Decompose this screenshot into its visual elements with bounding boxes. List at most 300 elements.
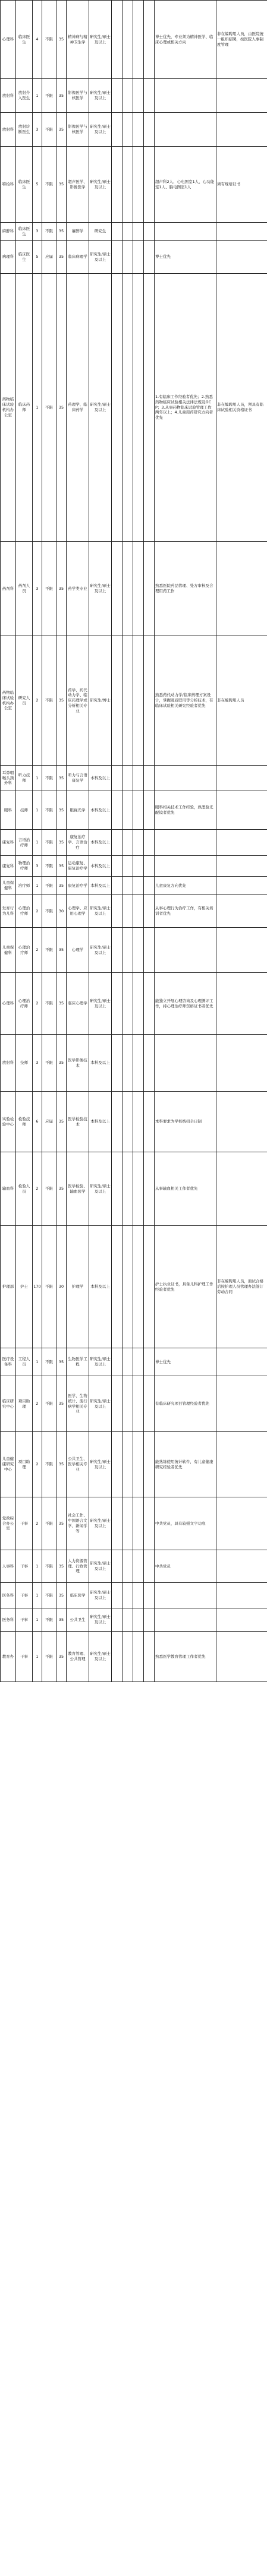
cell-age-limit: 35 [56,928,67,973]
cell-position: 治疗师 [16,877,33,895]
cell-headcount: 2 [33,895,42,928]
cell-notes [216,766,267,791]
cell-c11 [144,241,155,274]
cell-c9 [122,274,133,542]
cell-c11 [144,1376,155,1432]
cell-degree: 研究生/硕士及以上 [89,542,112,636]
cell-c11 [144,1226,155,1348]
cell-c11 [144,1550,155,1583]
cell-c9 [122,1550,133,1583]
cell-degree: 研究生/硕士及以上 [89,1152,112,1226]
cell-c11 [144,1035,155,1092]
cell-degree: 研究生/硕士及以上 [89,1348,112,1376]
cell-c8 [112,542,122,636]
cell-notes [216,113,267,147]
cell-position: 放射介入医生 [16,79,33,113]
cell-c8 [112,1497,122,1550]
table-row [1,1432,267,1497]
cell-c8 [112,1,122,79]
cell-position: 项目助理 [16,1376,33,1432]
cell-notes [216,1348,267,1376]
cell-c10 [133,241,144,274]
cell-department: 医疗设备科 [1,1348,16,1376]
cell-degree: 本科及以上 [89,830,112,856]
cell-requirements: 超声科2人、心电图室1人、心功能室1人、脑电图室1人 [155,147,216,223]
cell-headcount: 1 [33,1550,42,1583]
cell-degree: 研究生/硕士及以上 [89,1550,112,1583]
cell-experience: 不限 [42,1608,56,1632]
cell-degree: 本科及以上 [89,1035,112,1092]
cell-c9 [122,1376,133,1432]
cell-position: 临床药师 [16,274,33,542]
table-row [1,856,267,877]
cell-degree: 研究生/硕士及以上 [89,895,112,928]
table-row [1,1497,267,1550]
cell-c10 [133,274,144,542]
cell-c8 [112,1152,122,1226]
cell-c11 [144,223,155,241]
cell-experience: 不限 [42,147,56,223]
cell-department: 放射科 [1,79,16,113]
cell-age-limit: 35 [56,113,67,147]
cell-department: 特检科 [1,147,16,223]
cell-c9 [122,1583,133,1608]
cell-headcount: 1 [33,830,42,856]
cell-notes: 非在编聘用人员，须具有临床试验相关资格证书 [216,274,267,542]
cell-major: 药学类专业 [67,542,89,636]
cell-degree: 研究生/硕士及以上 [89,1432,112,1497]
cell-c10 [133,1376,144,1432]
cell-major: 麻醉学 [67,223,89,241]
cell-degree: 研究生/硕士及以上 [89,1632,112,1682]
cell-age-limit: 35 [56,274,67,542]
cell-notes: 非在编聘用人员，面试合格后按护理人员管理办法签订劳动合同 [216,1226,267,1348]
cell-position: 技师 [16,1035,33,1092]
cell-c11 [144,1608,155,1632]
cell-major: 影像医学与核医学 [67,113,89,147]
cell-position: 干事 [16,1608,33,1632]
cell-requirements: 熟悉药代动力学/临床药理方案设计，掌握液质联用等分析技术，有临床试验相关研究经验者优先 [155,636,216,766]
cell-department: 医务科 [1,1583,16,1608]
cell-requirements: 护士执业证书，具备儿科护理工作经验者优先 [155,1226,216,1348]
cell-c9 [122,973,133,1035]
cell-c11 [144,79,155,113]
table-row [1,241,267,274]
cell-c11 [144,1632,155,1682]
cell-major: 医学检验技术 [67,1092,89,1152]
cell-major: 护理学 [67,1226,89,1348]
cell-c8 [112,791,122,830]
cell-position: 临床医生 [16,223,33,241]
cell-position: 听力技师 [16,766,33,791]
cell-c8 [112,636,122,766]
cell-experience: 不限 [42,79,56,113]
cell-major: 超声医学、影像医学 [67,147,89,223]
table-row [1,223,267,241]
cell-c11 [144,830,155,856]
cell-degree: 研究生/硕士及以上 [89,79,112,113]
cell-degree: 研究生/硕士及以上 [89,1583,112,1608]
cell-c8 [112,1432,122,1497]
cell-notes: 非在编聘用人员 [216,636,267,766]
cell-c9 [122,1497,133,1550]
cell-requirements: 儿童康复方向优先 [155,877,216,895]
cell-degree: 本科及以上 [89,766,112,791]
cell-age-limit: 35 [56,791,67,830]
cell-c8 [112,274,122,542]
cell-c9 [122,542,133,636]
cell-requirements: 能独立开展心理咨询及心理测评工作，持心理治疗师资格证书者优先 [155,973,216,1035]
cell-requirements: 眼科相关技术工作经验，熟悉验光配镜者优先 [155,791,216,830]
cell-requirements [155,1608,216,1632]
cell-department: 放射科 [1,1035,16,1092]
table-row [1,147,267,223]
cell-degree: 研究生/硕士及以上 [89,1497,112,1550]
table-row [1,1550,267,1583]
cell-age-limit: 35 [56,1632,67,1682]
cell-c8 [112,241,122,274]
cell-department: 儿童健康研究中心 [1,1432,16,1497]
cell-c10 [133,113,144,147]
cell-position: 检验技师 [16,1092,33,1152]
cell-c9 [122,147,133,223]
cell-experience: 应届 [42,241,56,274]
cell-degree: 本科及以上 [89,791,112,830]
cell-c10 [133,1092,144,1152]
cell-major: 人力资源管理、行政管理 [67,1550,89,1583]
cell-position: 放射诊断医生 [16,113,33,147]
cell-age-limit: 35 [56,147,67,223]
cell-experience: 不限 [42,1226,56,1348]
cell-c11 [144,147,155,223]
cell-requirements [155,223,216,241]
cell-c8 [112,1226,122,1348]
cell-requirements: 博士优先 [155,1348,216,1376]
cell-c11 [144,1092,155,1152]
cell-notes [216,1583,267,1608]
cell-experience: 不限 [42,877,56,895]
cell-experience: 不限 [42,830,56,856]
cell-age-limit: 35 [56,241,67,274]
cell-age-limit: 35 [56,1608,67,1632]
cell-c9 [122,928,133,973]
cell-department: 药物临床试验机构办公室 [1,274,16,542]
cell-department: 药剂科 [1,542,16,636]
cell-c10 [133,877,144,895]
cell-major: 眼视光学 [67,791,89,830]
table-row [1,1092,267,1152]
cell-department: 放射科 [1,113,16,147]
cell-major: 影像医学与核医学 [67,79,89,113]
cell-c9 [122,856,133,877]
cell-major: 心理学 [67,928,89,973]
cell-position: 心理治疗师 [16,928,33,973]
cell-c11 [144,928,155,973]
cell-department: 药物临床试验机构办公室 [1,636,16,766]
cell-notes [216,1432,267,1497]
cell-c8 [112,1348,122,1376]
cell-c11 [144,791,155,830]
cell-c11 [144,636,155,766]
cell-experience: 不限 [42,973,56,1035]
cell-major: 公共卫生、医学相关专业 [67,1432,89,1497]
cell-c10 [133,973,144,1035]
cell-department: 耳鼻咽喉头颈外科 [1,766,16,791]
cell-department: 护理部 [1,1226,16,1348]
cell-age-limit: 35 [56,766,67,791]
cell-major: 医学、生物统计、流行病学相关专业 [67,1376,89,1432]
cell-major: 听力与言语康复学 [67,766,89,791]
cell-c8 [112,1092,122,1152]
cell-c9 [122,1608,133,1632]
cell-headcount: 3 [33,1035,42,1092]
cell-position: 干事 [16,1583,33,1608]
cell-age-limit: 35 [56,1376,67,1432]
cell-age-limit: 35 [56,1583,67,1608]
cell-position: 药剂人员 [16,542,33,636]
cell-position: 检验人员 [16,1152,33,1226]
cell-c8 [112,856,122,877]
cell-notes [216,1376,267,1432]
cell-experience: 不限 [42,636,56,766]
cell-experience: 不限 [42,1035,56,1092]
cell-department: 党政综合办公室 [1,1497,16,1550]
cell-major: 公共卫生 [67,1608,89,1632]
cell-notes [216,1550,267,1583]
cell-c9 [122,1,133,79]
cell-c8 [112,973,122,1035]
cell-c10 [133,223,144,241]
cell-c8 [112,1035,122,1092]
cell-experience: 应届 [42,1092,56,1152]
cell-headcount: 2 [33,1497,42,1550]
cell-department: 儿童保健科 [1,928,16,973]
cell-notes [216,1035,267,1092]
cell-headcount: 2 [33,1376,42,1432]
cell-requirements: 熟悉医学教育管理工作者优先 [155,1632,216,1682]
cell-headcount: 1 [33,1608,42,1632]
table-row [1,113,267,147]
cell-age-limit: 35 [56,79,67,113]
cell-experience: 不限 [42,1550,56,1583]
cell-notes [216,1497,267,1550]
cell-degree: 研究生/硕士及以上 [89,928,112,973]
cell-requirements: 博士优先，专业须为精神医学、临床心理或相关方向 [155,1,216,79]
cell-degree: 本科及以上 [89,1092,112,1152]
cell-c11 [144,877,155,895]
cell-age-limit: 35 [56,542,67,636]
cell-major: 医学影像技术 [67,1035,89,1092]
cell-c10 [133,1,144,79]
cell-c8 [112,877,122,895]
cell-age-limit: 35 [56,1550,67,1583]
cell-position: 心理治疗师 [16,973,33,1035]
cell-notes [216,791,267,830]
cell-experience: 不限 [42,1152,56,1226]
cell-headcount: 2 [33,1152,42,1226]
cell-c10 [133,636,144,766]
cell-c11 [144,895,155,928]
cell-c10 [133,1608,144,1632]
cell-department: 病理科 [1,241,16,274]
table-row [1,1348,267,1376]
cell-c9 [122,1348,133,1376]
cell-major: 教育管理、公共管理 [67,1632,89,1682]
cell-c9 [122,1632,133,1682]
cell-degree: 研究生/硕士及以上 [89,274,112,542]
cell-requirements: 本科要求为学校统招全日制 [155,1092,216,1152]
cell-major: 临床医学 [67,1583,89,1608]
cell-requirements: 中共党员，具有较强文字功底 [155,1497,216,1550]
cell-notes [216,830,267,856]
table-row [1,877,267,895]
cell-degree: 研究生/硕士及以上 [89,1608,112,1632]
cell-department: 麻醉科 [1,223,16,241]
cell-position: 临床医生 [16,1,33,79]
cell-age-limit: 35 [56,1348,67,1376]
table-row [1,79,267,113]
cell-requirements: 1.有临床工作经验者优先；2.熟悉药物临床试验相关法律法规及GCP；3.从事药物临床试验管理工作两年以上；4.儿童用药研究方向者优先 [155,274,216,542]
cell-c11 [144,1,155,79]
cell-requirements [155,113,216,147]
cell-degree: 本科及以上 [89,1226,112,1348]
table-row [1,973,267,1035]
cell-c9 [122,79,133,113]
cell-c11 [144,1152,155,1226]
cell-c10 [133,147,144,223]
cell-requirements [155,928,216,973]
cell-headcount: 2 [33,1432,42,1497]
cell-requirements: 能熟练使用统计软件，有儿童健康研究经验者优先 [155,1432,216,1497]
cell-experience: 不限 [42,1583,56,1608]
cell-headcount: 1 [33,274,42,542]
cell-notes [216,223,267,241]
cell-requirements: 有临床研究项目管理经验者优先 [155,1376,216,1432]
cell-department: 儿童保健科 [1,877,16,895]
cell-c9 [122,113,133,147]
cell-experience: 不限 [42,1632,56,1682]
cell-requirements [155,856,216,877]
cell-position: 心理治疗师 [16,895,33,928]
cell-c10 [133,1497,144,1550]
cell-notes [216,877,267,895]
cell-department: 临床研究中心 [1,1376,16,1432]
cell-c11 [144,1432,155,1497]
cell-age-limit: 35 [56,856,67,877]
cell-department: 康复科 [1,830,16,856]
cell-position: 干事 [16,1550,33,1583]
cell-major: 运动康复、康复治疗学 [67,856,89,877]
cell-major: 药学、药代动力学、临床药理学或分析相关专业 [67,636,89,766]
cell-position: 技师 [16,791,33,830]
cell-c10 [133,1432,144,1497]
cell-c8 [112,1583,122,1608]
cell-headcount: 3 [33,113,42,147]
cell-requirements: 从事输血相关工作者优先 [155,1152,216,1226]
cell-headcount: 2 [33,928,42,973]
cell-c10 [133,856,144,877]
cell-c10 [133,1035,144,1092]
cell-department: 实验检验中心 [1,1092,16,1152]
cell-degree: 研究生/硕士及以上 [89,1376,112,1432]
cell-age-limit: 35 [56,877,67,895]
cell-c9 [122,1226,133,1348]
cell-experience: 不限 [42,223,56,241]
cell-headcount: 1 [33,79,42,113]
cell-headcount: 1 [33,766,42,791]
cell-c9 [122,1152,133,1226]
cell-c10 [133,1226,144,1348]
cell-c8 [112,895,122,928]
cell-c8 [112,79,122,113]
cell-age-limit: 35 [56,830,67,856]
cell-requirements: 从事心理行为治疗工作，有相关培训者优先 [155,895,216,928]
cell-age-limit: 35 [56,973,67,1035]
cell-department: 教育办 [1,1632,16,1682]
cell-c9 [122,766,133,791]
cell-c11 [144,973,155,1035]
cell-degree: 研究生/硕士及以上 [89,147,112,223]
cell-c11 [144,1583,155,1608]
cell-c11 [144,1497,155,1550]
cell-position: 物理治疗师 [16,856,33,877]
cell-headcount: 2 [33,973,42,1035]
cell-c8 [112,147,122,223]
cell-notes [216,1632,267,1682]
cell-notes [216,1152,267,1226]
cell-notes [216,1608,267,1632]
table-row [1,830,267,856]
cell-notes [216,973,267,1035]
cell-headcount: 1 [33,1583,42,1608]
cell-c10 [133,79,144,113]
table-row [1,1152,267,1226]
cell-c9 [122,1035,133,1092]
cell-c10 [133,1583,144,1608]
cell-c8 [112,830,122,856]
cell-c9 [122,791,133,830]
cell-department: 输血科 [1,1152,16,1226]
cell-age-limit: 30 [56,895,67,928]
table-row [1,1,267,79]
cell-headcount: 1 [33,877,42,895]
cell-position: 护士 [16,1226,33,1348]
cell-headcount: 4 [33,1,42,79]
cell-position: 临床医生 [16,241,33,274]
cell-notes [216,856,267,877]
cell-c9 [122,877,133,895]
cell-c11 [144,766,155,791]
table-body [1,1,267,1682]
cell-c11 [144,856,155,877]
cell-major: 心理学、应用心理学 [67,895,89,928]
cell-headcount: 1 [33,1348,42,1376]
cell-experience: 不限 [42,1,56,79]
cell-c11 [144,274,155,542]
cell-major: 生物医学工程 [67,1348,89,1376]
cell-major: 临床病理学 [67,241,89,274]
cell-degree: 研究生/硕士及以上 [89,1,112,79]
cell-department: 发育行为儿科 [1,895,16,928]
cell-degree: 研究生/博士 [89,636,112,766]
cell-c8 [112,1550,122,1583]
cell-degree: 研究生/硕士及以上 [89,241,112,274]
cell-department: 医务科 [1,1608,16,1632]
cell-department: 心理科 [1,1,16,79]
cell-c10 [133,1550,144,1583]
cell-degree: 研究生/硕士及以上 [89,973,112,1035]
table-row [1,542,267,636]
